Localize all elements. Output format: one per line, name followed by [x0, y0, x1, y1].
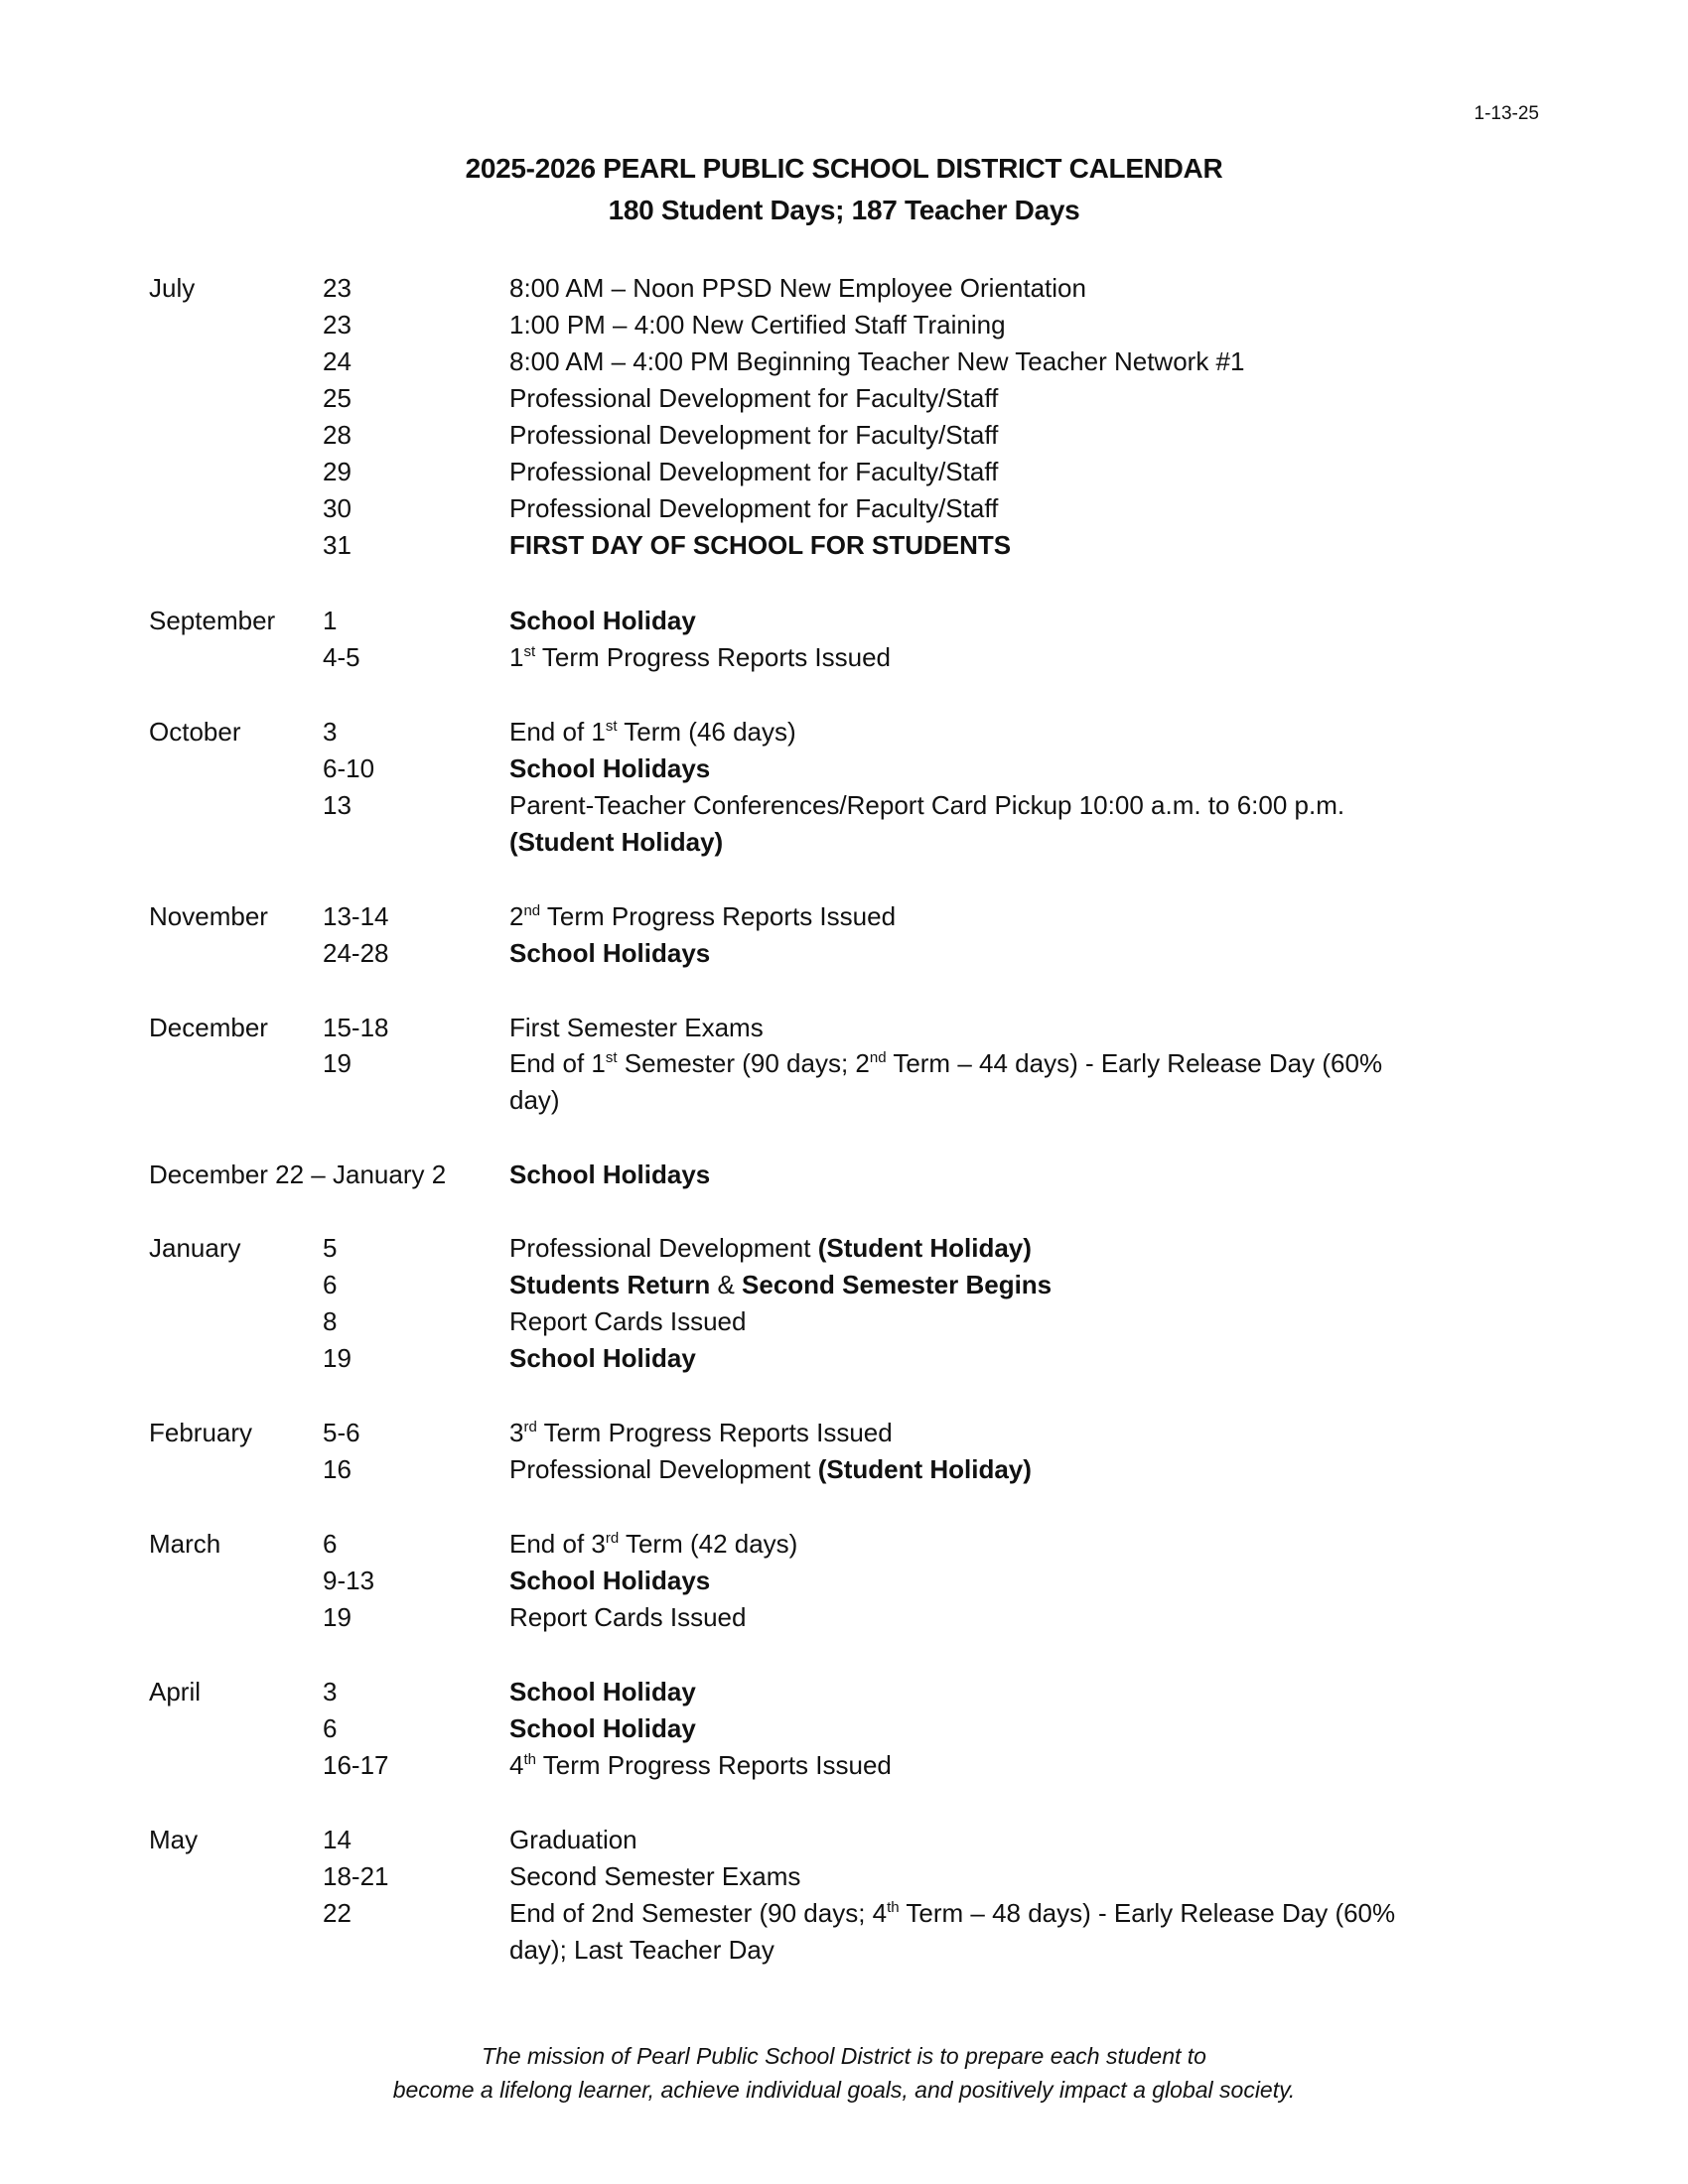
- calendar-row: [0, 898, 1688, 935]
- day-label: 3: [323, 1677, 338, 1706]
- event-text: Report Cards Issued: [509, 1602, 747, 1632]
- day-label: 23: [323, 310, 352, 340]
- calendar-row: [0, 603, 1688, 639]
- event-text: Professional Development for Faculty/Staff: [509, 383, 999, 413]
- calendar-row: [0, 1303, 1688, 1340]
- event-text: day); Last Teacher Day: [509, 1935, 774, 1965]
- calendar-row: [0, 1415, 1688, 1451]
- event-text: Professional Development for Faculty/Staff: [509, 457, 999, 486]
- day-label: 19: [323, 1048, 352, 1078]
- calendar-row: [0, 714, 1688, 751]
- mission-statement-line-2: become a lifelong learner, achieve individual goals, and positively impact a global society.: [392, 2077, 1296, 2103]
- event-text-bold: School Holiday: [509, 606, 696, 635]
- event-text: Second Semester Exams: [509, 1861, 801, 1891]
- event-text: Professional Development (Student Holiday): [509, 1454, 1032, 1484]
- calendar-row: [0, 380, 1688, 417]
- calendar-row: [0, 1010, 1688, 1046]
- day-label: 23: [323, 273, 352, 303]
- event-text: 1:00 PM – 4:00 New Certified Staff Training: [509, 310, 1006, 340]
- calendar-row: [0, 1822, 1688, 1858]
- day-label: 8: [323, 1306, 338, 1336]
- calendar-row: [0, 1599, 1688, 1636]
- day-label: 22: [323, 1898, 352, 1928]
- event-text: End of 1st Semester (90 days; 2nd Term – 44 days) - Early Release Day (60%: [509, 1048, 1383, 1078]
- calendar-row-continuation: [0, 1932, 1688, 1969]
- day-label: 24: [323, 346, 352, 376]
- calendar-row-continuation: [0, 824, 1688, 861]
- event-text: Parent-Teacher Conferences/Report Card Pickup 10:00 a.m. to 6:00 p.m.: [509, 790, 1345, 820]
- calendar-row: [0, 1747, 1688, 1784]
- page-title: 2025-2026 PEARL PUBLIC SCHOOL DISTRICT CALENDAR: [465, 153, 1223, 184]
- event-text-bold: School Holidays: [509, 1160, 711, 1189]
- calendar-row: [0, 1710, 1688, 1747]
- calendar-row: [0, 1267, 1688, 1303]
- event-text: End of 3rd Term (42 days): [509, 1529, 798, 1559]
- calendar-row: [0, 270, 1688, 307]
- day-label: 18-21: [323, 1861, 389, 1891]
- mission-statement-line-1: The mission of Pearl Public School District is to prepare each student to: [482, 2043, 1206, 2069]
- calendar-row: [0, 1340, 1688, 1377]
- day-label: 9-13: [323, 1566, 375, 1595]
- month-label: May: [149, 1825, 199, 1854]
- calendar-row: [0, 1858, 1688, 1895]
- day-label: 30: [323, 493, 352, 523]
- event-text: 3rd Term Progress Reports Issued: [509, 1418, 893, 1447]
- day-label: 16: [323, 1454, 352, 1484]
- day-label: 13-14: [323, 901, 389, 931]
- event-text: 4th Term Progress Reports Issued: [509, 1750, 892, 1780]
- event-text-bold: School Holidays: [509, 753, 711, 783]
- day-label: 24-28: [323, 938, 389, 968]
- calendar-row: [0, 1563, 1688, 1599]
- calendar-row: [0, 935, 1688, 972]
- calendar-row: [0, 1895, 1688, 1932]
- month-label: November: [149, 901, 268, 931]
- day-label: 6: [323, 1713, 338, 1743]
- month-label: January: [149, 1233, 241, 1263]
- month-label: February: [149, 1418, 253, 1447]
- day-label: 14: [323, 1825, 352, 1854]
- calendar-row: [0, 527, 1688, 564]
- event-text: Report Cards Issued: [509, 1306, 747, 1336]
- event-text: 1st Term Progress Reports Issued: [509, 642, 892, 672]
- day-label: 16-17: [323, 1750, 389, 1780]
- calendar-row: [0, 490, 1688, 527]
- calendar-row: [0, 417, 1688, 454]
- calendar-row: [0, 454, 1688, 490]
- month-label: December: [149, 1013, 268, 1042]
- day-label: 1: [323, 606, 338, 635]
- day-label: 29: [323, 457, 352, 486]
- month-label: April: [149, 1677, 202, 1706]
- calendar-row: [0, 1674, 1688, 1710]
- event-text-bold: School Holidays: [509, 938, 711, 968]
- event-text: Students Return & Second Semester Begins: [509, 1270, 1053, 1299]
- calendar-row-continuation: [0, 1082, 1688, 1119]
- day-label: 13: [323, 790, 352, 820]
- event-text-bold: School Holiday: [509, 1713, 696, 1743]
- event-text-bold: School Holidays: [509, 1566, 711, 1595]
- month-label: September: [149, 606, 276, 635]
- month-label: July: [149, 273, 196, 303]
- calendar-row: [0, 1157, 1688, 1193]
- day-label: 19: [323, 1343, 352, 1373]
- day-label: 5-6: [323, 1418, 360, 1447]
- month-label: March: [149, 1529, 221, 1559]
- event-text: 2nd Term Progress Reports Issued: [509, 901, 897, 931]
- day-label: 25: [323, 383, 352, 413]
- event-text: Professional Development for Faculty/Staff: [509, 493, 999, 523]
- event-text-bold: School Holiday: [509, 1343, 696, 1373]
- calendar-row: [0, 1045, 1688, 1082]
- calendar-row: [0, 1526, 1688, 1563]
- calendar-row: [0, 343, 1688, 380]
- revision-date: 1-13-25: [1474, 103, 1539, 124]
- calendar-row: [0, 639, 1688, 676]
- day-label: 4-5: [323, 642, 360, 672]
- calendar-row: [0, 751, 1688, 787]
- day-label: 6-10: [323, 753, 375, 783]
- day-label: 6: [323, 1529, 338, 1559]
- day-label: 19: [323, 1602, 352, 1632]
- calendar-row: [0, 307, 1688, 343]
- day-label: 31: [323, 530, 352, 560]
- event-text: 8:00 AM – 4:00 PM Beginning Teacher New Teacher Network #1: [509, 346, 1245, 376]
- calendar-row: [0, 787, 1688, 824]
- day-label: 15-18: [323, 1013, 389, 1042]
- event-text: End of 1st Term (46 days): [509, 717, 796, 747]
- event-text: First Semester Exams: [509, 1013, 764, 1042]
- event-text: Professional Development (Student Holiday): [509, 1233, 1032, 1263]
- day-label: 28: [323, 420, 352, 450]
- day-label: 6: [323, 1270, 338, 1299]
- event-text: End of 2nd Semester (90 days; 4th Term – 48 days) - Early Release Day (60%: [509, 1898, 1396, 1928]
- event-text: 8:00 AM – Noon PPSD New Employee Orientation: [509, 273, 1086, 303]
- day-label: 5: [323, 1233, 338, 1263]
- event-text: day): [509, 1085, 560, 1115]
- calendar-row: [0, 1451, 1688, 1488]
- page-subtitle: 180 Student Days; 187 Teacher Days: [608, 195, 1080, 225]
- event-text: Professional Development for Faculty/Staff: [509, 420, 999, 450]
- event-text-bold: School Holiday: [509, 1677, 696, 1706]
- event-text-bold: (Student Holiday): [509, 827, 724, 857]
- event-text-bold: FIRST DAY OF SCHOOL FOR STUDENTS: [509, 530, 1012, 560]
- event-text: Graduation: [509, 1825, 637, 1854]
- calendar-row: [0, 1230, 1688, 1267]
- date-range-label: December 22 – January 2: [149, 1160, 447, 1189]
- day-label: 3: [323, 717, 338, 747]
- month-label: October: [149, 717, 241, 747]
